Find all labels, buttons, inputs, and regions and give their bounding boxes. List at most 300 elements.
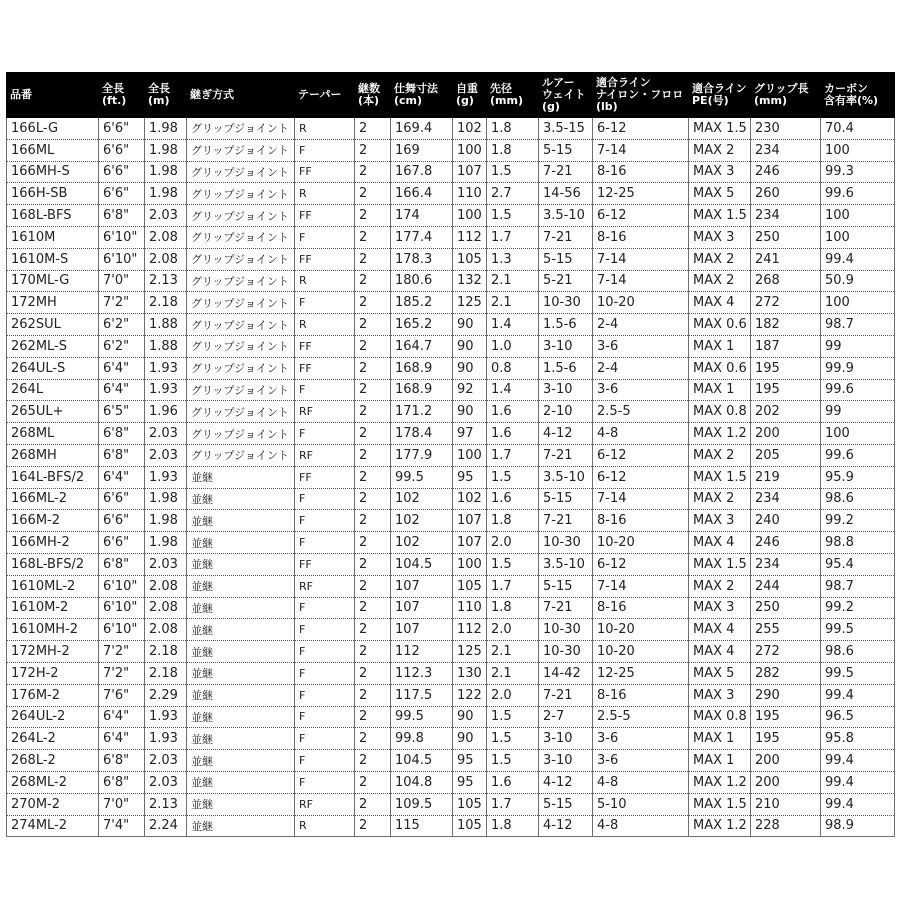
cell-closed-length: 174 xyxy=(391,205,453,227)
cell-length-ft: 6'6" xyxy=(99,532,145,554)
cell-grip-length: 272 xyxy=(751,641,821,663)
cell-grip-length: 205 xyxy=(751,444,821,466)
cell-pieces: 2 xyxy=(355,183,391,205)
cell-length-ft: 6'8" xyxy=(99,771,145,793)
cell-line-nylon-fluoro: 6-12 xyxy=(593,118,689,139)
header-row xyxy=(7,72,895,118)
cell-length-ft: 7'4" xyxy=(99,815,145,837)
column-header-lure-weight: ルアー ウェイト (g) xyxy=(539,72,593,118)
cell-length-ft: 6'6" xyxy=(99,161,145,183)
table-row xyxy=(7,335,895,357)
cell-model: 268L-2 xyxy=(7,750,99,772)
cell-line-nylon-fluoro: 6-12 xyxy=(593,466,689,488)
cell-joint-type: 並継 xyxy=(187,575,295,597)
column-header-closed-length: 仕舞寸法 (cm) xyxy=(391,72,453,118)
cell-grip-length: 182 xyxy=(751,314,821,336)
cell-length-m: 2.18 xyxy=(145,662,187,684)
cell-length-ft: 7'2" xyxy=(99,292,145,314)
column-header-length-ft: 全長 (ft.) xyxy=(99,72,145,118)
cell-closed-length: 112 xyxy=(391,641,453,663)
table-row xyxy=(7,619,895,641)
cell-line-nylon-fluoro: 2-4 xyxy=(593,314,689,336)
cell-taper: F xyxy=(295,662,355,684)
table-row xyxy=(7,728,895,750)
cell-taper: F xyxy=(295,597,355,619)
cell-line-nylon-fluoro: 10-20 xyxy=(593,532,689,554)
cell-pieces: 2 xyxy=(355,226,391,248)
cell-joint-type: 並継 xyxy=(187,750,295,772)
cell-model: 166H-SB xyxy=(7,183,99,205)
cell-closed-length: 109.5 xyxy=(391,793,453,815)
cell-model: 1610MH-2 xyxy=(7,619,99,641)
cell-joint-type: グリップジョイント xyxy=(187,423,295,445)
cell-closed-length: 171.2 xyxy=(391,401,453,423)
cell-length-m: 1.98 xyxy=(145,183,187,205)
table-row xyxy=(7,771,895,793)
column-header-line-pe: 適合ライン PE(号) xyxy=(689,72,751,118)
cell-tip-diameter: 1.8 xyxy=(487,139,539,161)
cell-length-m: 2.18 xyxy=(145,641,187,663)
cell-taper: R xyxy=(295,183,355,205)
cell-grip-length: 250 xyxy=(751,597,821,619)
cell-joint-type: グリップジョイント xyxy=(187,205,295,227)
cell-joint-type: 並継 xyxy=(187,532,295,554)
cell-pieces: 2 xyxy=(355,118,391,139)
cell-line-nylon-fluoro: 4-8 xyxy=(593,423,689,445)
cell-pieces: 2 xyxy=(355,662,391,684)
column-header-joint-type: 継ぎ方式 xyxy=(187,72,295,118)
cell-line-pe: MAX 0.6 xyxy=(689,357,751,379)
cell-joint-type: グリップジョイント xyxy=(187,401,295,423)
cell-line-nylon-fluoro: 7-14 xyxy=(593,139,689,161)
cell-closed-length: 104.5 xyxy=(391,553,453,575)
cell-model: 166MH-S xyxy=(7,161,99,183)
cell-lure-weight: 1.5-6 xyxy=(539,357,593,379)
cell-tip-diameter: 2.7 xyxy=(487,183,539,205)
cell-pieces: 2 xyxy=(355,771,391,793)
table-row xyxy=(7,314,895,336)
cell-lure-weight: 7-21 xyxy=(539,161,593,183)
cell-pieces: 2 xyxy=(355,597,391,619)
cell-lure-weight: 3.5-10 xyxy=(539,205,593,227)
cell-length-m: 1.98 xyxy=(145,532,187,554)
table-header xyxy=(7,72,895,118)
cell-tip-diameter: 1.8 xyxy=(487,597,539,619)
cell-length-ft: 6'4" xyxy=(99,466,145,488)
cell-weight: 112 xyxy=(453,619,487,641)
table-row xyxy=(7,183,895,205)
cell-pieces: 2 xyxy=(355,335,391,357)
cell-closed-length: 168.9 xyxy=(391,379,453,401)
cell-closed-length: 107 xyxy=(391,575,453,597)
cell-lure-weight: 10-30 xyxy=(539,532,593,554)
cell-line-pe: MAX 1.2 xyxy=(689,423,751,445)
cell-joint-type: 並継 xyxy=(187,466,295,488)
cell-grip-length: 234 xyxy=(751,205,821,227)
spec-table xyxy=(6,72,895,837)
cell-weight: 125 xyxy=(453,641,487,663)
cell-closed-length: 185.2 xyxy=(391,292,453,314)
cell-line-pe: MAX 1.5 xyxy=(689,118,751,139)
cell-weight: 105 xyxy=(453,793,487,815)
cell-grip-length: 272 xyxy=(751,292,821,314)
cell-closed-length: 104.5 xyxy=(391,750,453,772)
table-row xyxy=(7,357,895,379)
table-row xyxy=(7,118,895,139)
cell-taper: RF xyxy=(295,444,355,466)
cell-line-nylon-fluoro: 8-16 xyxy=(593,684,689,706)
cell-joint-type: グリップジョイント xyxy=(187,118,295,139)
cell-taper: R xyxy=(295,815,355,837)
cell-grip-length: 240 xyxy=(751,510,821,532)
cell-carbon-content: 99 xyxy=(821,335,895,357)
table-row xyxy=(7,205,895,227)
cell-pieces: 2 xyxy=(355,357,391,379)
cell-line-pe: MAX 0.8 xyxy=(689,401,751,423)
cell-tip-diameter: 1.5 xyxy=(487,750,539,772)
cell-grip-length: 246 xyxy=(751,161,821,183)
cell-length-m: 2.03 xyxy=(145,423,187,445)
cell-joint-type: 並継 xyxy=(187,553,295,575)
cell-length-m: 2.08 xyxy=(145,226,187,248)
cell-length-ft: 6'6" xyxy=(99,510,145,532)
cell-closed-length: 99.5 xyxy=(391,706,453,728)
cell-weight: 100 xyxy=(453,553,487,575)
cell-line-pe: MAX 2 xyxy=(689,248,751,270)
cell-closed-length: 112.3 xyxy=(391,662,453,684)
cell-model: 172MH xyxy=(7,292,99,314)
cell-grip-length: 260 xyxy=(751,183,821,205)
cell-lure-weight: 7-21 xyxy=(539,597,593,619)
cell-lure-weight: 5-21 xyxy=(539,270,593,292)
cell-lure-weight: 7-21 xyxy=(539,226,593,248)
column-header-taper: テーパー xyxy=(295,72,355,118)
cell-lure-weight: 5-15 xyxy=(539,488,593,510)
cell-taper: FF xyxy=(295,466,355,488)
cell-closed-length: 167.8 xyxy=(391,161,453,183)
cell-lure-weight: 14-42 xyxy=(539,662,593,684)
cell-model: 168L-BFS/2 xyxy=(7,553,99,575)
cell-grip-length: 187 xyxy=(751,335,821,357)
cell-pieces: 2 xyxy=(355,510,391,532)
cell-taper: F xyxy=(295,706,355,728)
cell-weight: 90 xyxy=(453,728,487,750)
cell-weight: 105 xyxy=(453,575,487,597)
table-row xyxy=(7,597,895,619)
cell-closed-length: 107 xyxy=(391,619,453,641)
cell-taper: R xyxy=(295,118,355,139)
cell-length-m: 1.98 xyxy=(145,118,187,139)
cell-pieces: 2 xyxy=(355,706,391,728)
cell-closed-length: 168.9 xyxy=(391,357,453,379)
cell-grip-length: 246 xyxy=(751,532,821,554)
table-row xyxy=(7,401,895,423)
cell-joint-type: 並継 xyxy=(187,510,295,532)
table-body xyxy=(7,118,895,837)
cell-weight: 102 xyxy=(453,488,487,510)
cell-taper: F xyxy=(295,139,355,161)
cell-model: 172H-2 xyxy=(7,662,99,684)
table-row xyxy=(7,553,895,575)
cell-line-nylon-fluoro: 7-14 xyxy=(593,488,689,510)
cell-length-ft: 7'2" xyxy=(99,662,145,684)
cell-weight: 112 xyxy=(453,226,487,248)
cell-length-ft: 6'2" xyxy=(99,335,145,357)
cell-lure-weight: 3-10 xyxy=(539,335,593,357)
cell-line-nylon-fluoro: 12-25 xyxy=(593,662,689,684)
cell-length-m: 2.18 xyxy=(145,292,187,314)
cell-taper: RF xyxy=(295,401,355,423)
cell-length-ft: 6'6" xyxy=(99,118,145,139)
cell-pieces: 2 xyxy=(355,815,391,837)
cell-carbon-content: 100 xyxy=(821,292,895,314)
cell-carbon-content: 99.4 xyxy=(821,248,895,270)
cell-joint-type: グリップジョイント xyxy=(187,379,295,401)
cell-weight: 90 xyxy=(453,357,487,379)
cell-joint-type: グリップジョイント xyxy=(187,183,295,205)
cell-carbon-content: 95.4 xyxy=(821,553,895,575)
cell-length-m: 1.93 xyxy=(145,379,187,401)
cell-weight: 95 xyxy=(453,466,487,488)
cell-lure-weight: 1.5-6 xyxy=(539,314,593,336)
cell-closed-length: 107 xyxy=(391,597,453,619)
cell-grip-length: 290 xyxy=(751,684,821,706)
cell-tip-diameter: 1.5 xyxy=(487,553,539,575)
cell-model: 268MH xyxy=(7,444,99,466)
cell-length-m: 2.08 xyxy=(145,619,187,641)
table-row xyxy=(7,641,895,663)
cell-weight: 90 xyxy=(453,314,487,336)
cell-pieces: 2 xyxy=(355,161,391,183)
cell-line-pe: MAX 1.2 xyxy=(689,771,751,793)
cell-line-nylon-fluoro: 6-12 xyxy=(593,553,689,575)
cell-pieces: 2 xyxy=(355,292,391,314)
cell-lure-weight: 5-15 xyxy=(539,575,593,597)
cell-taper: RF xyxy=(295,793,355,815)
cell-pieces: 2 xyxy=(355,379,391,401)
cell-length-m: 2.08 xyxy=(145,597,187,619)
cell-length-ft: 6'10" xyxy=(99,597,145,619)
cell-grip-length: 200 xyxy=(751,750,821,772)
cell-lure-weight: 10-30 xyxy=(539,292,593,314)
cell-length-ft: 6'8" xyxy=(99,444,145,466)
cell-carbon-content: 98.8 xyxy=(821,532,895,554)
cell-line-nylon-fluoro: 3-6 xyxy=(593,379,689,401)
cell-tip-diameter: 1.5 xyxy=(487,466,539,488)
cell-length-ft: 6'4" xyxy=(99,357,145,379)
cell-closed-length: 117.5 xyxy=(391,684,453,706)
cell-line-pe: MAX 1.5 xyxy=(689,553,751,575)
cell-lure-weight: 3-10 xyxy=(539,379,593,401)
cell-line-nylon-fluoro: 3-6 xyxy=(593,750,689,772)
cell-closed-length: 102 xyxy=(391,532,453,554)
cell-taper: FF xyxy=(295,205,355,227)
cell-taper: F xyxy=(295,728,355,750)
cell-length-m: 2.03 xyxy=(145,750,187,772)
cell-model: 166M-2 xyxy=(7,510,99,532)
cell-model: 274ML-2 xyxy=(7,815,99,837)
cell-carbon-content: 98.6 xyxy=(821,641,895,663)
cell-joint-type: グリップジョイント xyxy=(187,314,295,336)
table-row xyxy=(7,662,895,684)
cell-line-nylon-fluoro: 7-14 xyxy=(593,248,689,270)
cell-joint-type: グリップジョイント xyxy=(187,161,295,183)
table-row xyxy=(7,488,895,510)
cell-taper: FF xyxy=(295,248,355,270)
cell-model: 1610ML-2 xyxy=(7,575,99,597)
cell-pieces: 2 xyxy=(355,314,391,336)
cell-taper: F xyxy=(295,532,355,554)
cell-length-ft: 6'8" xyxy=(99,423,145,445)
cell-closed-length: 177.9 xyxy=(391,444,453,466)
cell-closed-length: 104.8 xyxy=(391,771,453,793)
cell-tip-diameter: 2.0 xyxy=(487,619,539,641)
cell-grip-length: 219 xyxy=(751,466,821,488)
cell-pieces: 2 xyxy=(355,205,391,227)
cell-tip-diameter: 1.4 xyxy=(487,379,539,401)
cell-line-pe: MAX 1.5 xyxy=(689,466,751,488)
cell-length-ft: 7'0" xyxy=(99,793,145,815)
cell-taper: F xyxy=(295,488,355,510)
cell-taper: FF xyxy=(295,335,355,357)
cell-model: 176M-2 xyxy=(7,684,99,706)
cell-pieces: 2 xyxy=(355,139,391,161)
column-header-tip-diameter: 先径 (mm) xyxy=(487,72,539,118)
cell-length-m: 1.98 xyxy=(145,161,187,183)
cell-line-nylon-fluoro: 8-16 xyxy=(593,597,689,619)
cell-line-nylon-fluoro: 8-16 xyxy=(593,161,689,183)
cell-joint-type: グリップジョイント xyxy=(187,270,295,292)
cell-closed-length: 166.4 xyxy=(391,183,453,205)
cell-lure-weight: 4-12 xyxy=(539,771,593,793)
cell-line-pe: MAX 3 xyxy=(689,684,751,706)
table-row xyxy=(7,270,895,292)
cell-length-ft: 6'5" xyxy=(99,401,145,423)
cell-length-ft: 7'6" xyxy=(99,684,145,706)
cell-length-ft: 6'10" xyxy=(99,226,145,248)
cell-length-m: 1.93 xyxy=(145,728,187,750)
cell-carbon-content: 99.3 xyxy=(821,161,895,183)
cell-length-ft: 7'0" xyxy=(99,270,145,292)
table-row xyxy=(7,750,895,772)
cell-pieces: 2 xyxy=(355,488,391,510)
cell-length-m: 2.13 xyxy=(145,270,187,292)
cell-line-pe: MAX 1 xyxy=(689,750,751,772)
cell-line-pe: MAX 2 xyxy=(689,575,751,597)
cell-line-pe: MAX 1.5 xyxy=(689,793,751,815)
cell-weight: 100 xyxy=(453,139,487,161)
cell-tip-diameter: 1.6 xyxy=(487,401,539,423)
cell-length-m: 1.96 xyxy=(145,401,187,423)
cell-closed-length: 178.4 xyxy=(391,423,453,445)
cell-carbon-content: 98.6 xyxy=(821,488,895,510)
cell-length-ft: 6'6" xyxy=(99,488,145,510)
cell-joint-type: グリップジョイント xyxy=(187,139,295,161)
cell-weight: 100 xyxy=(453,205,487,227)
cell-pieces: 2 xyxy=(355,641,391,663)
cell-length-ft: 6'4" xyxy=(99,379,145,401)
cell-carbon-content: 100 xyxy=(821,139,895,161)
cell-line-nylon-fluoro: 10-20 xyxy=(593,641,689,663)
cell-lure-weight: 3.5-10 xyxy=(539,466,593,488)
cell-line-pe: MAX 1 xyxy=(689,379,751,401)
cell-pieces: 2 xyxy=(355,728,391,750)
column-header-length-m: 全長 (m) xyxy=(145,72,187,118)
cell-lure-weight: 3-10 xyxy=(539,750,593,772)
cell-line-pe: MAX 1.2 xyxy=(689,815,751,837)
cell-length-ft: 6'8" xyxy=(99,750,145,772)
cell-grip-length: 195 xyxy=(751,728,821,750)
cell-pieces: 2 xyxy=(355,684,391,706)
cell-carbon-content: 99.5 xyxy=(821,662,895,684)
cell-taper: F xyxy=(295,641,355,663)
cell-weight: 110 xyxy=(453,183,487,205)
cell-weight: 132 xyxy=(453,270,487,292)
cell-joint-type: グリップジョイント xyxy=(187,444,295,466)
cell-pieces: 2 xyxy=(355,750,391,772)
cell-tip-diameter: 1.6 xyxy=(487,771,539,793)
cell-taper: F xyxy=(295,684,355,706)
cell-line-nylon-fluoro: 10-20 xyxy=(593,619,689,641)
cell-joint-type: 並継 xyxy=(187,793,295,815)
cell-line-nylon-fluoro: 2-4 xyxy=(593,357,689,379)
cell-tip-diameter: 0.8 xyxy=(487,357,539,379)
cell-model: 1610M-S xyxy=(7,248,99,270)
cell-length-ft: 6'10" xyxy=(99,619,145,641)
cell-carbon-content: 99.9 xyxy=(821,357,895,379)
cell-grip-length: 200 xyxy=(751,423,821,445)
cell-carbon-content: 100 xyxy=(821,423,895,445)
column-header-carbon-content: カーボン 含有率(%) xyxy=(821,72,895,118)
cell-length-ft: 6'4" xyxy=(99,706,145,728)
cell-length-ft: 7'2" xyxy=(99,641,145,663)
cell-carbon-content: 99.6 xyxy=(821,183,895,205)
table-row xyxy=(7,466,895,488)
cell-taper: F xyxy=(295,771,355,793)
cell-taper: R xyxy=(295,270,355,292)
cell-tip-diameter: 1.7 xyxy=(487,444,539,466)
cell-pieces: 2 xyxy=(355,466,391,488)
cell-joint-type: 並継 xyxy=(187,684,295,706)
cell-joint-type: 並継 xyxy=(187,619,295,641)
cell-weight: 107 xyxy=(453,161,487,183)
cell-grip-length: 210 xyxy=(751,793,821,815)
cell-length-m: 2.03 xyxy=(145,553,187,575)
cell-model: 164L-BFS/2 xyxy=(7,466,99,488)
cell-weight: 90 xyxy=(453,401,487,423)
cell-closed-length: 178.3 xyxy=(391,248,453,270)
cell-tip-diameter: 1.8 xyxy=(487,118,539,139)
cell-length-m: 2.13 xyxy=(145,793,187,815)
cell-pieces: 2 xyxy=(355,575,391,597)
cell-length-ft: 6'6" xyxy=(99,183,145,205)
cell-line-nylon-fluoro: 7-14 xyxy=(593,575,689,597)
cell-weight: 90 xyxy=(453,706,487,728)
table-row xyxy=(7,139,895,161)
cell-tip-diameter: 2.1 xyxy=(487,641,539,663)
cell-closed-length: 164.7 xyxy=(391,335,453,357)
cell-model: 270M-2 xyxy=(7,793,99,815)
cell-lure-weight: 7-21 xyxy=(539,684,593,706)
cell-grip-length: 195 xyxy=(751,379,821,401)
cell-carbon-content: 70.4 xyxy=(821,118,895,139)
table-row xyxy=(7,706,895,728)
cell-model: 264UL-S xyxy=(7,357,99,379)
table-row xyxy=(7,575,895,597)
cell-line-pe: MAX 4 xyxy=(689,532,751,554)
cell-lure-weight: 7-21 xyxy=(539,444,593,466)
cell-length-m: 1.98 xyxy=(145,510,187,532)
